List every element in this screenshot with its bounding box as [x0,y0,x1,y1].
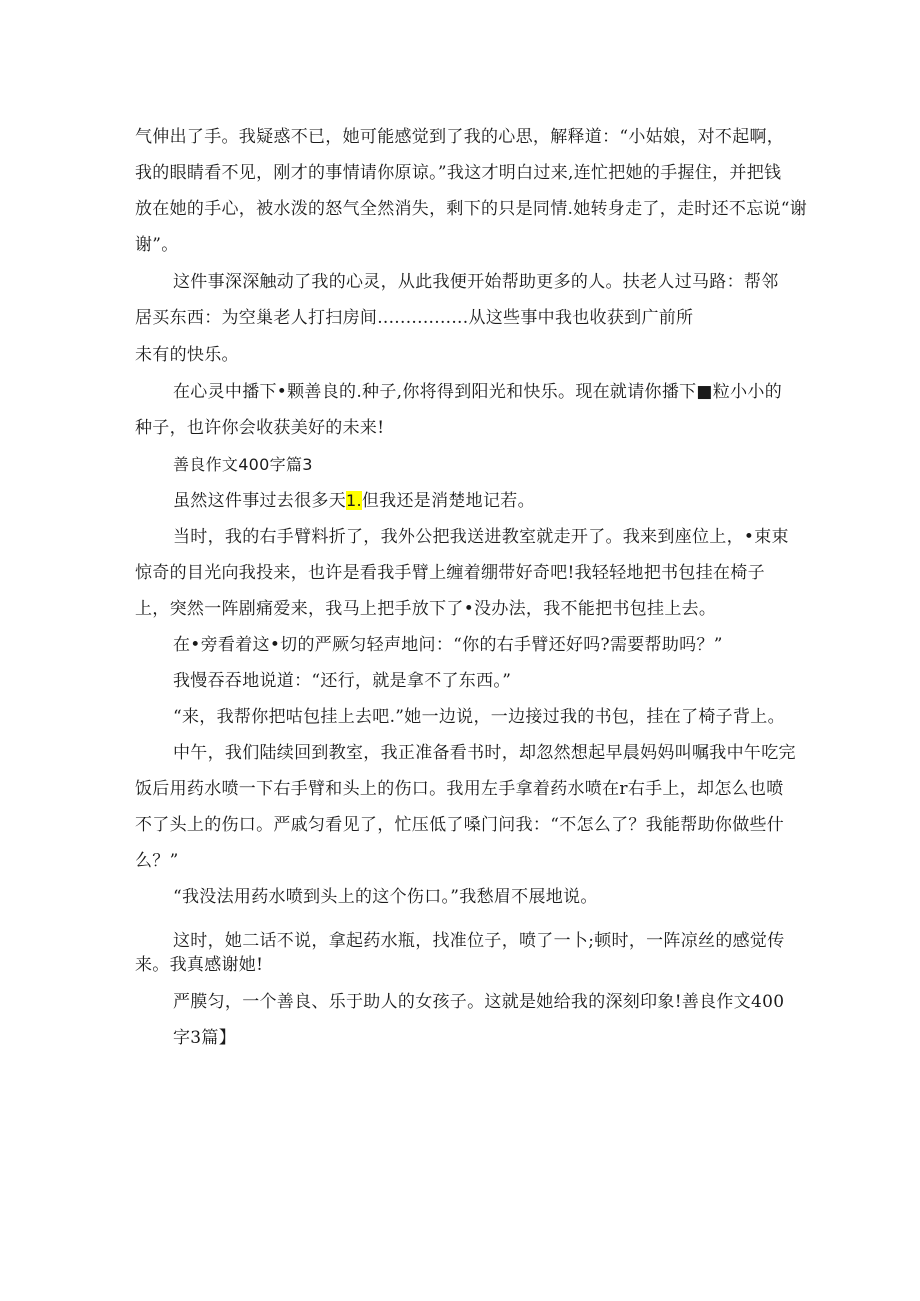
text-line: 这件事深深触动了我的心灵，从此我便开始帮助更多的人。扶老人过马路：帮邻 [173,272,779,292]
text-line: 不了头上的伤口。严戚匀看见了，忙压低了嗓门问我：“不怎么了？我能帮助你做些什 [135,815,785,835]
text-line: 居买东西：为空巢老人打扫房间................从这些事中我也收获到广前所 [135,308,694,328]
text-line: “我没法用药水喷到头上的这个伤口。”我愁眉不展地说。 [173,887,598,907]
text-line: “来，我帮你把咕包挂上去吧.”她一边说，一边接过我的书包，挂在了椅子背上。 [173,707,785,727]
text-line: 上，突然一阵剧痛爱来，我马上把手放下了•没办法，我不能把书包挂上去。 [135,599,717,619]
text-line: 字3篇】 [173,1028,237,1048]
text-line: 未有的快乐。 [135,345,239,365]
text-line: 当时，我的右手臂料折了，我外公把我送进教室就走开了。我来到座位上，•束束 [173,527,789,547]
highlighted-marker: 1. [346,491,362,510]
text-line: 么？” [135,851,179,871]
text-line: 这时，她二话不说，拿起药水瓶，找准位子，喷了一卜;顿时，一阵凉丝的感觉传 [173,931,785,951]
text-line [173,489,535,513]
text-line: 来。我真感谢她! [135,955,264,975]
section-heading: 善良作文400字篇3 [173,455,313,474]
text-line: 种子，也许你会收获美好的未来! [135,418,385,438]
text-segment: 但我还是消楚地记若。 [361,491,535,511]
text-line: 严膜匀，一个善良、乐于助人的女孩子。这就是她给我的深刻印象!善良作文400 [173,992,785,1012]
text-line: 我慢吞吞地说道：“还行，就是拿不了东西。” [173,671,512,691]
text-line: 惊奇的目光向我投来，也许是看我手臂上缠着绷带好奇吧!我轻轻地把书包挂在椅子 [135,563,765,583]
text-line: 饭后用药水喷一下右手臂和头上的伤口。我用左手拿着药水喷在r右手上，却怎么也喷 [135,779,784,799]
text-line: 我的眼睛看不见，刚才的事情请你原谅。”我这才明白过来,连忙把她的手握住，并把钱 [135,163,782,183]
text-line: 谢”。 [135,235,179,255]
text-segment: 虽然这件事过去很多天 [173,491,346,511]
text-line: 在•旁看着这•切的严厥匀轻声地问：“你的右手臂还好吗?需要帮助吗？” [173,635,723,655]
text-line: 气伸出了手。我疑惑不已，她可能感觉到了我的心思，解释道：“小姑娘，对不起啊， [135,127,785,147]
text-line: 中午，我们陆续回到教室，我正准备看书时，却忽然想起早晨妈妈叫嘱我中午吃完 [173,743,796,763]
text-line: 在心灵中播下•颗善良的.种子,你将得到阳光和快乐。现在就请你播下■粒小小的 [173,382,782,402]
text-line: 放在她的手心，被水泼的怒气全然消失，剩下的只是同情.她转身走了，走时还不忘说“谢 [135,199,808,219]
